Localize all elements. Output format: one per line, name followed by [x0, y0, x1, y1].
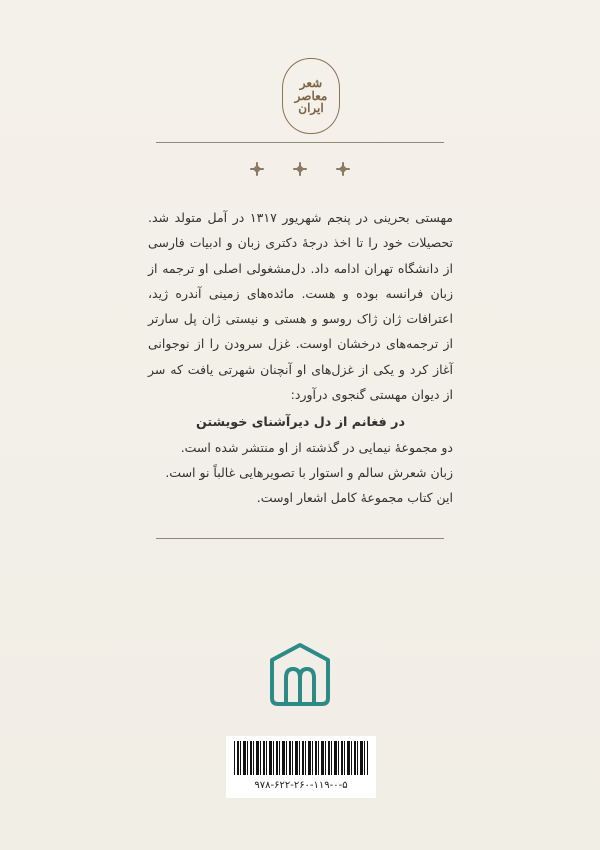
series-emblem — [282, 58, 340, 134]
cross-ornament-icon — [336, 162, 350, 176]
bottom-divider — [156, 538, 444, 539]
closing-line-3: این کتاب مجموعهٔ کامل اشعار اوست. — [256, 490, 453, 506]
biography-paragraph: مهستی بحرینی در پنجم شهریور ۱۳۱۷ در آمل متولد شد. تحصیلات خود را تا اخذ درجهٔ دکتری زبان و ادبیات فارسی از دانشگاه تهران ادامه داد. دل‌مشغولی اصلی او ترجمه از زبان فرانسه بوده و هست. مائده‌های زمینی آندره ژید، اعترافات ژان ژاک روسو و هستی و نیستی ژان پل سارتر از ترجمه‌های درخشان اوست. غزل سرودن را از نوجوانی آغاز کرد و یکی از غزل‌های او آنچنان شهرتی یافت که سر از دیوان مهستی گنجوی درآورد: — [148, 210, 453, 403]
isbn-number: ۹۷۸-۶۲۲-۲۶۰-۱۱۹-۰-۵ — [254, 780, 348, 791]
top-divider — [156, 142, 444, 143]
closing-line-2: زبان شعرش سالم و استوار با تصویرهایی غالباً نو است. — [165, 464, 453, 480]
emblem-line-3: ایران — [298, 101, 324, 116]
poem-line: در فغانم از دل دیرآشنای خویشتن — [196, 414, 405, 430]
publisher-logo-icon — [265, 640, 335, 710]
biography-text — [148, 205, 453, 511]
emblem-line-2: معاصر — [294, 88, 328, 103]
cross-ornament-icon — [293, 162, 307, 176]
closing-line-1: دو مجموعهٔ نیمایی در گذشته از او منتشر شده است. — [180, 439, 453, 455]
cross-ornament-icon — [250, 162, 264, 176]
barcode-bars — [234, 741, 368, 775]
ornament-row — [250, 160, 350, 178]
barcode — [226, 736, 376, 798]
emblem-line-1: شعر — [299, 76, 323, 91]
